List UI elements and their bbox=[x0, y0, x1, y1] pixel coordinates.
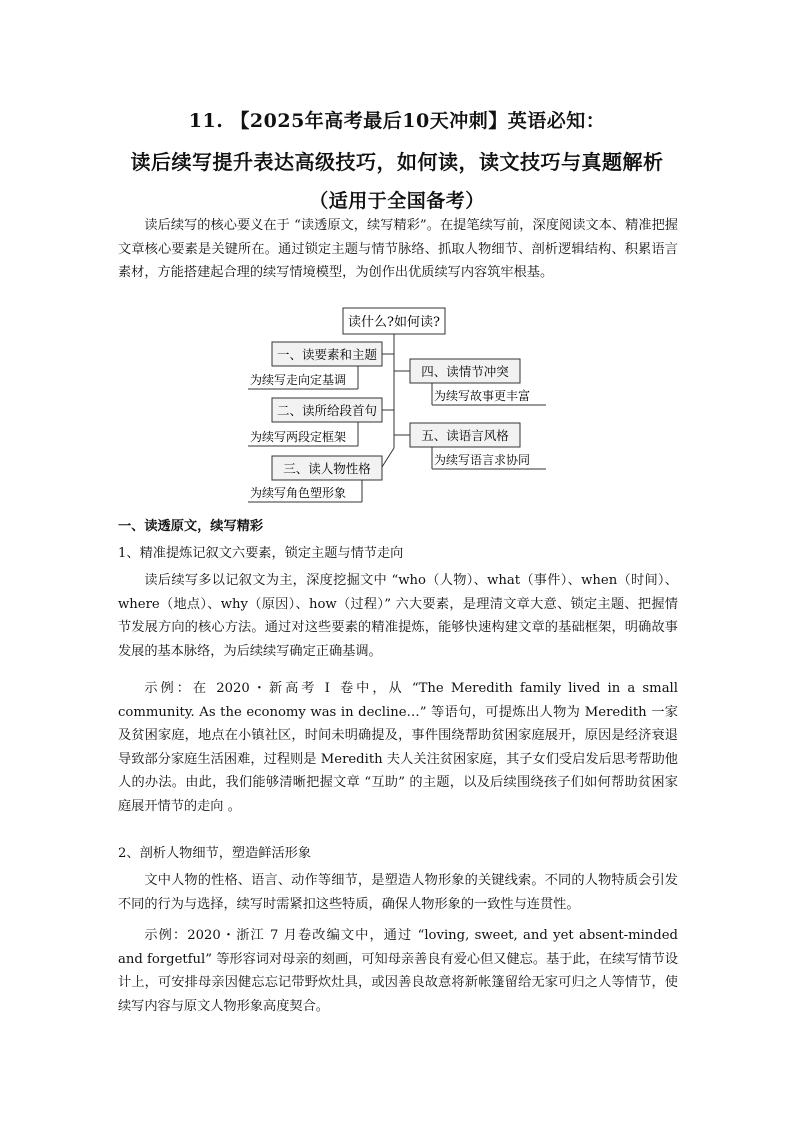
mindmap-root-label: 读什么?如何读? bbox=[348, 315, 440, 330]
title-line-2: 读后续写提升表达高级技巧，如何读，读文技巧与真题解析 bbox=[130, 150, 664, 174]
mindmap-node-2-sub: 为续写两段定框架 bbox=[250, 430, 347, 444]
title-line-1: 11. 【2025年高考最后10天冲刺】英语必知： bbox=[188, 110, 606, 132]
subsection-2-body: 文中人物的性格、语言、动作等细节，是塑造人物形象的关键线索。不同的人物特质会引发不同的行为与选择，续写时需紧扣这些特质，确保人物形象的一致性与连贯性。 bbox=[118, 873, 678, 912]
mindmap-node-2-label: 二、读所给段首句 bbox=[276, 403, 378, 418]
mindmap-node-5-sub: 为续写语言求协同 bbox=[434, 453, 531, 467]
subsection-1-body: 读后续写多以记叙文为主，深度挖掘文中 “who（人物）、what（事件）、when（时间）、where（地点）、why（原因）、how（过程）” 六大要素，是理清文章大意、锁定主题、把握情节发展方向的核心方法。通过对这些要素的精准提炼，能够快速构建文章的基础框架，明确故事发展的基本脉络，为后续续写确定正确基调。 bbox=[118, 573, 678, 659]
mindmap-node-5-label: 五、读语言风格 bbox=[421, 428, 509, 443]
mind-map-diagram bbox=[0, 300, 794, 510]
mindmap-node-1-sub: 为续写走向定基调 bbox=[250, 373, 347, 387]
title-line-3: （适用于全国备考） bbox=[309, 190, 485, 212]
subsection-1-example: 示例：在 2020・新高考 Ⅰ 卷中，从 “The Meredith family lived in a small community. As the economy was in decline…” 等语句，可提炼出人物为 Meredith 一家及贫困家庭，地点在小镇社区，时间未明确提及，事件围绕帮助贫困家庭展开，原因是经济衰退导致部分家庭生活困难，过程则是 Meredith 夫人关注贫困家庭，其子女们受启发后思考帮助他人的办法。由此，我们能够清晰把握文章 “互助” 的主题，以及后续围绕孩子们如何帮助贫困家庭展开情节的走向 。 bbox=[118, 681, 678, 814]
mindmap-node-3-label: 三、读人物性格 bbox=[283, 461, 371, 476]
mindmap-node-1-label: 一、读要素和主题 bbox=[276, 347, 378, 362]
mindmap-node-4-sub: 为续写故事更丰富 bbox=[434, 389, 531, 403]
subsection-2-heading: 2、剖析人物细节，塑造鲜活形象 bbox=[118, 846, 312, 861]
subsection-2-example: 示例：2020・浙江 7 月卷改编文中，通过 “loving, sweet, and yet absent-minded and forgetful” 等形容词对母亲的刻画，可知母亲善良有爱心但又健忘。基于此，在续写情节设计上，可安排母亲因健忘忘记带野炊灶具，或因善良故意将新帐篷留给无家可归之人等情节，使续写内容与原文人物形象高度契合。 bbox=[118, 928, 678, 1014]
mindmap-node-4-label: 四、读情节冲突 bbox=[421, 364, 509, 379]
connector-left-3 bbox=[382, 448, 394, 467]
subsection-1-heading: 1、精准提炼记叙文六要素，锁定主题与情节走向 bbox=[118, 546, 404, 561]
section-1-heading: 一、读透原文，续写精彩 bbox=[118, 519, 264, 534]
mindmap-node-3-sub: 为续写角色塑形象 bbox=[250, 486, 347, 500]
intro-paragraph: 读后续写的核心要义在于 “读透原文，续写精彩”。在提笔续写前，深度阅读文本、精准把握文章核心要素是关键所在。通过锁定主题与情节脉络、抓取人物细节、剖析逻辑结构、积累语言素材，方能搭建起合理的续写情境模型，为创作出优质续写内容筑牢根基。 bbox=[118, 218, 678, 280]
